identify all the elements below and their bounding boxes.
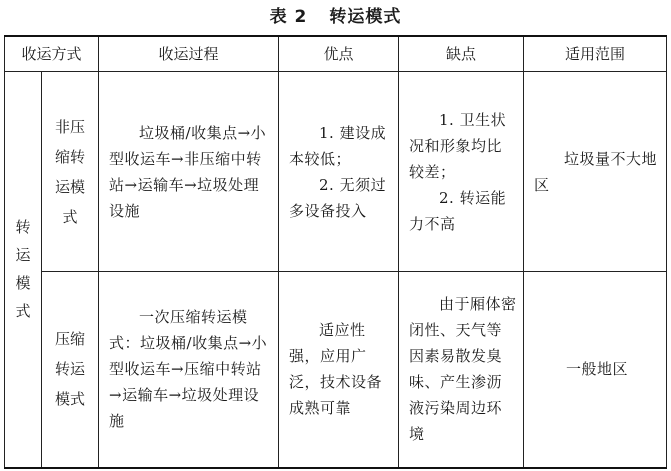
table-title: 转运模式 — [329, 7, 402, 27]
process-cell — [99, 72, 279, 272]
scope-text: 一般地区 — [566, 360, 629, 379]
transfer-mode-table — [4, 35, 667, 469]
scope-text: 垃圾量不大地区 — [534, 149, 658, 194]
pros-item: 1. 建设成本较低； — [289, 123, 387, 168]
pros-item: 2. 无须过多设备投入 — [289, 175, 387, 220]
group-cell — [5, 72, 42, 468]
header-pros: 优点 — [279, 36, 399, 72]
sub-label: 压缩转运模式 — [54, 330, 85, 409]
table-row — [5, 272, 667, 468]
header-scope: 适用范围 — [524, 36, 667, 72]
header-row — [5, 36, 667, 72]
pros-item: 适应性强，应用广泛，技术设备成熟可靠 — [289, 321, 383, 418]
cons-cell — [399, 72, 524, 272]
pros-cell — [279, 272, 399, 468]
header-process: 收运过程 — [99, 36, 279, 72]
table-caption — [0, 2, 671, 32]
scope-cell — [524, 272, 667, 468]
sub-label: 非压缩转运模式 — [54, 117, 85, 226]
sub-label-cell — [42, 272, 99, 468]
cons-item: 1. 卫生状况和形象均比较差； — [409, 110, 507, 181]
process-text: 一次压缩转运模式：垃圾桶/收集点→小型收运车→压缩中转站→运输车→垃圾处理设施 — [109, 308, 268, 431]
scope-cell — [524, 72, 667, 272]
group-label: 转运模式 — [15, 218, 31, 321]
cons-cell — [399, 272, 524, 468]
sub-label-cell — [42, 72, 99, 272]
header-mode: 收运方式 — [5, 36, 99, 72]
cons-item: 2. 转运能力不高 — [409, 188, 507, 233]
process-text: 垃圾桶/收集点→小型收运车→非压缩中转站→运输车→垃圾处理设施 — [109, 123, 267, 220]
cons-item: 由于厢体密闭性、天气等因素易散发臭味、产生渗沥液污染周边环境 — [409, 295, 517, 444]
process-cell — [99, 272, 279, 468]
header-cons: 缺点 — [399, 36, 524, 72]
table-row — [5, 72, 667, 272]
pros-cell — [279, 72, 399, 272]
table-number: 表 2 — [269, 7, 308, 27]
